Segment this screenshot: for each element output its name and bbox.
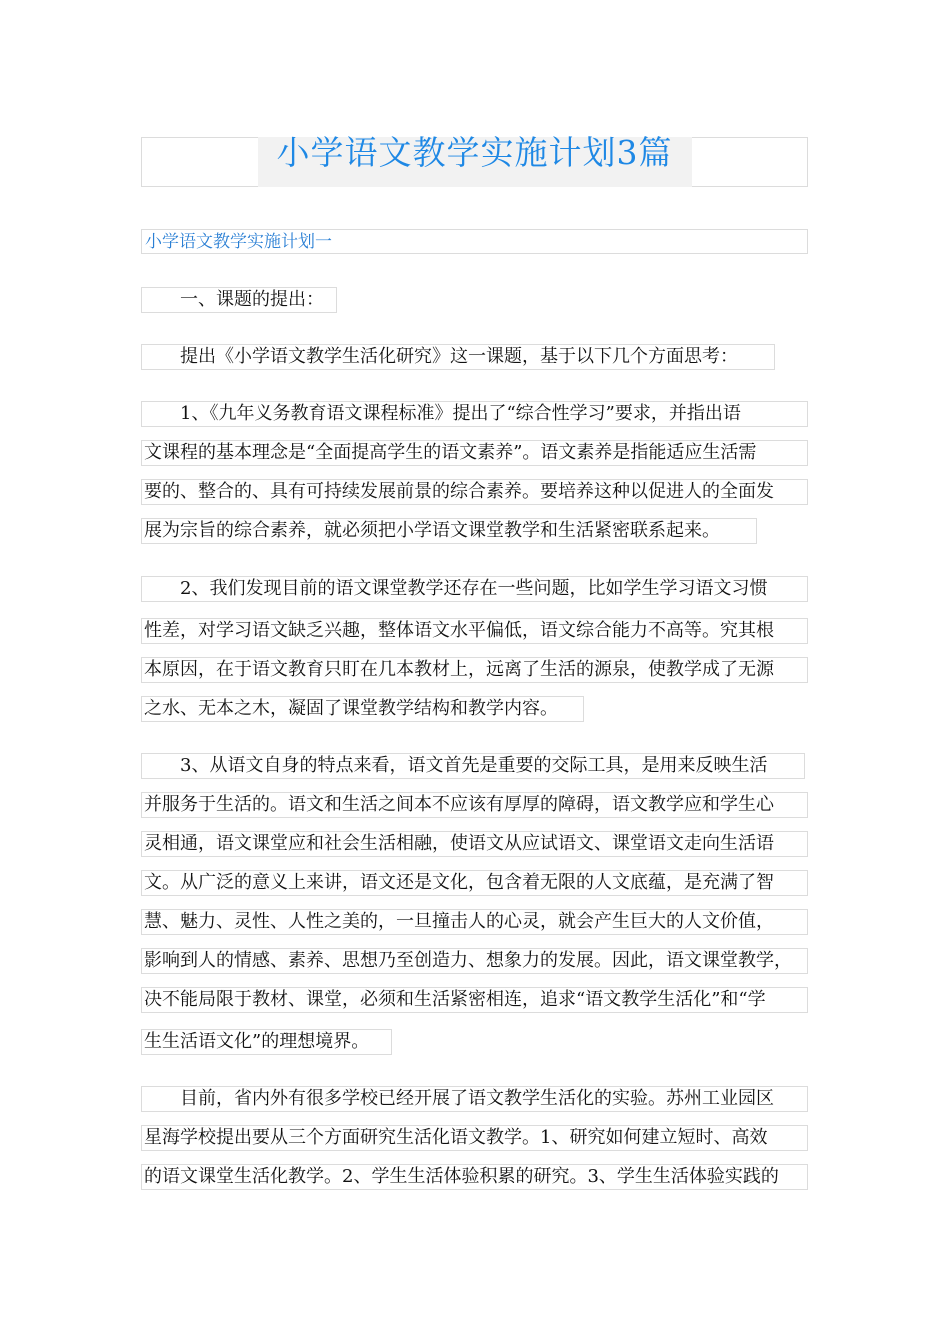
- section-heading: 小学语文教学实施计划一: [141, 229, 808, 254]
- text-line: 2、我们发现目前的语文课堂教学还存在一些问题，比如学生学习语文习惯: [141, 576, 808, 602]
- text-line: 一、课题的提出：: [141, 287, 337, 313]
- document-title: 小学语文教学实施计划3篇: [276, 133, 673, 172]
- text-line: 要的、整合的、具有可持续发展前景的综合素养。要培养这种以促进人的全面发: [141, 479, 808, 505]
- text-line: 决不能局限于教材、课堂，必须和生活紧密相连，追求“语文教学生活化”和“学: [141, 987, 808, 1013]
- text-line: 星海学校提出要从三个方面研究生活化语文教学。1、研究如何建立短时、高效: [141, 1125, 808, 1151]
- text-line: 本原因，在于语文教育只盯在几本教材上，远离了生活的源泉，使教学成了无源: [141, 657, 808, 683]
- text-line: 的语文课堂生活化教学。2、学生生活体验积累的研究。3、学生生活体验实践的: [141, 1164, 808, 1190]
- text-line: 生生活语文化”的理想境界。: [141, 1029, 392, 1055]
- text-line: 之水、无本之木，凝固了课堂教学结构和教学内容。: [141, 696, 584, 722]
- text-line: 慧、魅力、灵性、人性之美的，一旦撞击人的心灵，就会产生巨大的人文价值，: [141, 909, 808, 935]
- text-line: 灵相通，语文课堂应和社会生活相融，使语文从应试语文、课堂语文走向生活语: [141, 831, 808, 857]
- text-line: 性差，对学习语文缺乏兴趣，整体语文水平偏低，语文综合能力不高等。究其根: [141, 618, 808, 644]
- text-line: 影响到人的情感、素养、思想乃至创造力、想象力的发展。因此，语文课堂教学，: [141, 948, 808, 974]
- text-line: 文课程的基本理念是“全面提高学生的语文素养”。语文素养是指能适应生活需: [141, 440, 808, 466]
- text-line: 并服务于生活的。语文和生活之间本不应该有厚厚的障碍，语文教学应和学生心: [141, 792, 808, 818]
- text-line: 3、从语文自身的特点来看，语文首先是重要的交际工具，是用来反映生活: [141, 753, 805, 779]
- text-line: 1、《九年义务教育语文课程标准》提出了“综合性学习”要求，并指出语: [141, 401, 808, 427]
- text-line: 文。从广泛的意义上来讲，语文还是文化，包含着无限的人文底蕴，是充满了智: [141, 870, 808, 896]
- text-line: 展为宗旨的综合素养，就必须把小学语文课堂教学和生活紧密联系起来。: [141, 518, 757, 544]
- text-line: 提出《小学语文教学生活化研究》这一课题，基于以下几个方面思考：: [141, 344, 775, 370]
- text-line: 目前，省内外有很多学校已经开展了语文教学生活化的实验。苏州工业园区: [141, 1086, 808, 1112]
